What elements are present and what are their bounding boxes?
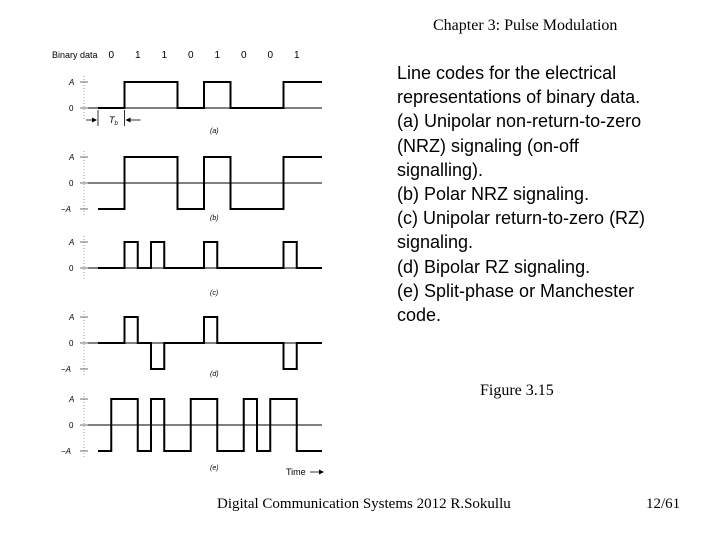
description-line: (b) Polar NRZ signaling. — [397, 184, 590, 205]
level-label-minus-A: −A — [61, 447, 72, 456]
figure-labels — [52, 50, 300, 61]
level-label-minus-A: −A — [61, 365, 72, 374]
waveform-panel-a — [68, 76, 322, 135]
bit-period-label: $T_b$ — [109, 115, 118, 127]
level-label-A: A — [69, 238, 75, 247]
waveform-panel-e — [61, 393, 324, 477]
waveform-panel-b — [61, 151, 322, 222]
binary-bit-label: 1 — [134, 50, 141, 61]
description-line: signalling). — [397, 159, 484, 180]
binary-bit-label: 1 — [214, 50, 221, 61]
level-label-0: 0 — [69, 421, 74, 430]
binary-bit-label: 0 — [240, 50, 247, 61]
description-line: (a) Unipolar non-return-to-zero — [397, 111, 642, 132]
level-label-0: 0 — [69, 339, 74, 348]
level-label-A: A — [69, 78, 75, 87]
description-line: (c) Unipolar return-to-zero (RZ) — [397, 208, 646, 229]
bit-period-arrowhead — [92, 118, 97, 123]
level-label-0: 0 — [69, 264, 74, 273]
figure-panels — [61, 76, 324, 477]
waveform-panel-c — [68, 236, 322, 297]
line-code-waveforms-figure — [0, 0, 390, 480]
figure-description — [397, 61, 697, 327]
level-label-0: 0 — [69, 179, 74, 188]
binary-bit-label: 0 — [267, 50, 274, 61]
bit-period-arrowhead — [126, 118, 131, 123]
waveform-trace — [98, 82, 322, 108]
description-line: representations of binary data. — [397, 87, 641, 108]
page-number: 12/61 — [646, 496, 681, 512]
binary-bit-label: 0 — [108, 50, 115, 61]
level-label-A: A — [69, 313, 75, 322]
panel-tag: (d) — [210, 371, 219, 378]
binary-bit-label: 1 — [293, 50, 300, 61]
waveform-panel-d — [61, 311, 322, 378]
waveform-trace — [98, 242, 322, 268]
figure-caption: Figure 3.15 — [480, 382, 554, 399]
description-line: Line codes for the electrical — [397, 63, 617, 83]
description-line: signaling. — [397, 232, 474, 253]
level-label-0: 0 — [69, 104, 74, 113]
time-arrowhead — [319, 470, 324, 475]
binary-bit-label: 0 — [187, 50, 194, 61]
panel-tag: (b) — [210, 215, 219, 222]
time-axis-label: Time — [286, 467, 306, 477]
description-line: (e) Split-phase or Manchester — [397, 280, 635, 301]
level-label-A: A — [69, 395, 75, 404]
level-label-minus-A: −A — [61, 205, 72, 214]
description-line: (NRZ) signaling (on-off — [397, 135, 579, 156]
description-line: code. — [397, 305, 442, 326]
slide-header: Chapter 3: Pulse Modulation — [433, 17, 618, 34]
panel-tag: (e) — [210, 465, 219, 472]
description-line: (d) Bipolar RZ signaling. — [397, 256, 591, 277]
slide-footer: Digital Communication Systems 2012 R.Sokullu — [217, 496, 511, 512]
panel-tag: (a) — [210, 128, 219, 135]
panel-tag: (c) — [210, 290, 219, 297]
binary-data-label: Binary data — [52, 50, 98, 60]
level-label-A: A — [69, 153, 75, 162]
binary-bit-label: 1 — [161, 50, 168, 61]
